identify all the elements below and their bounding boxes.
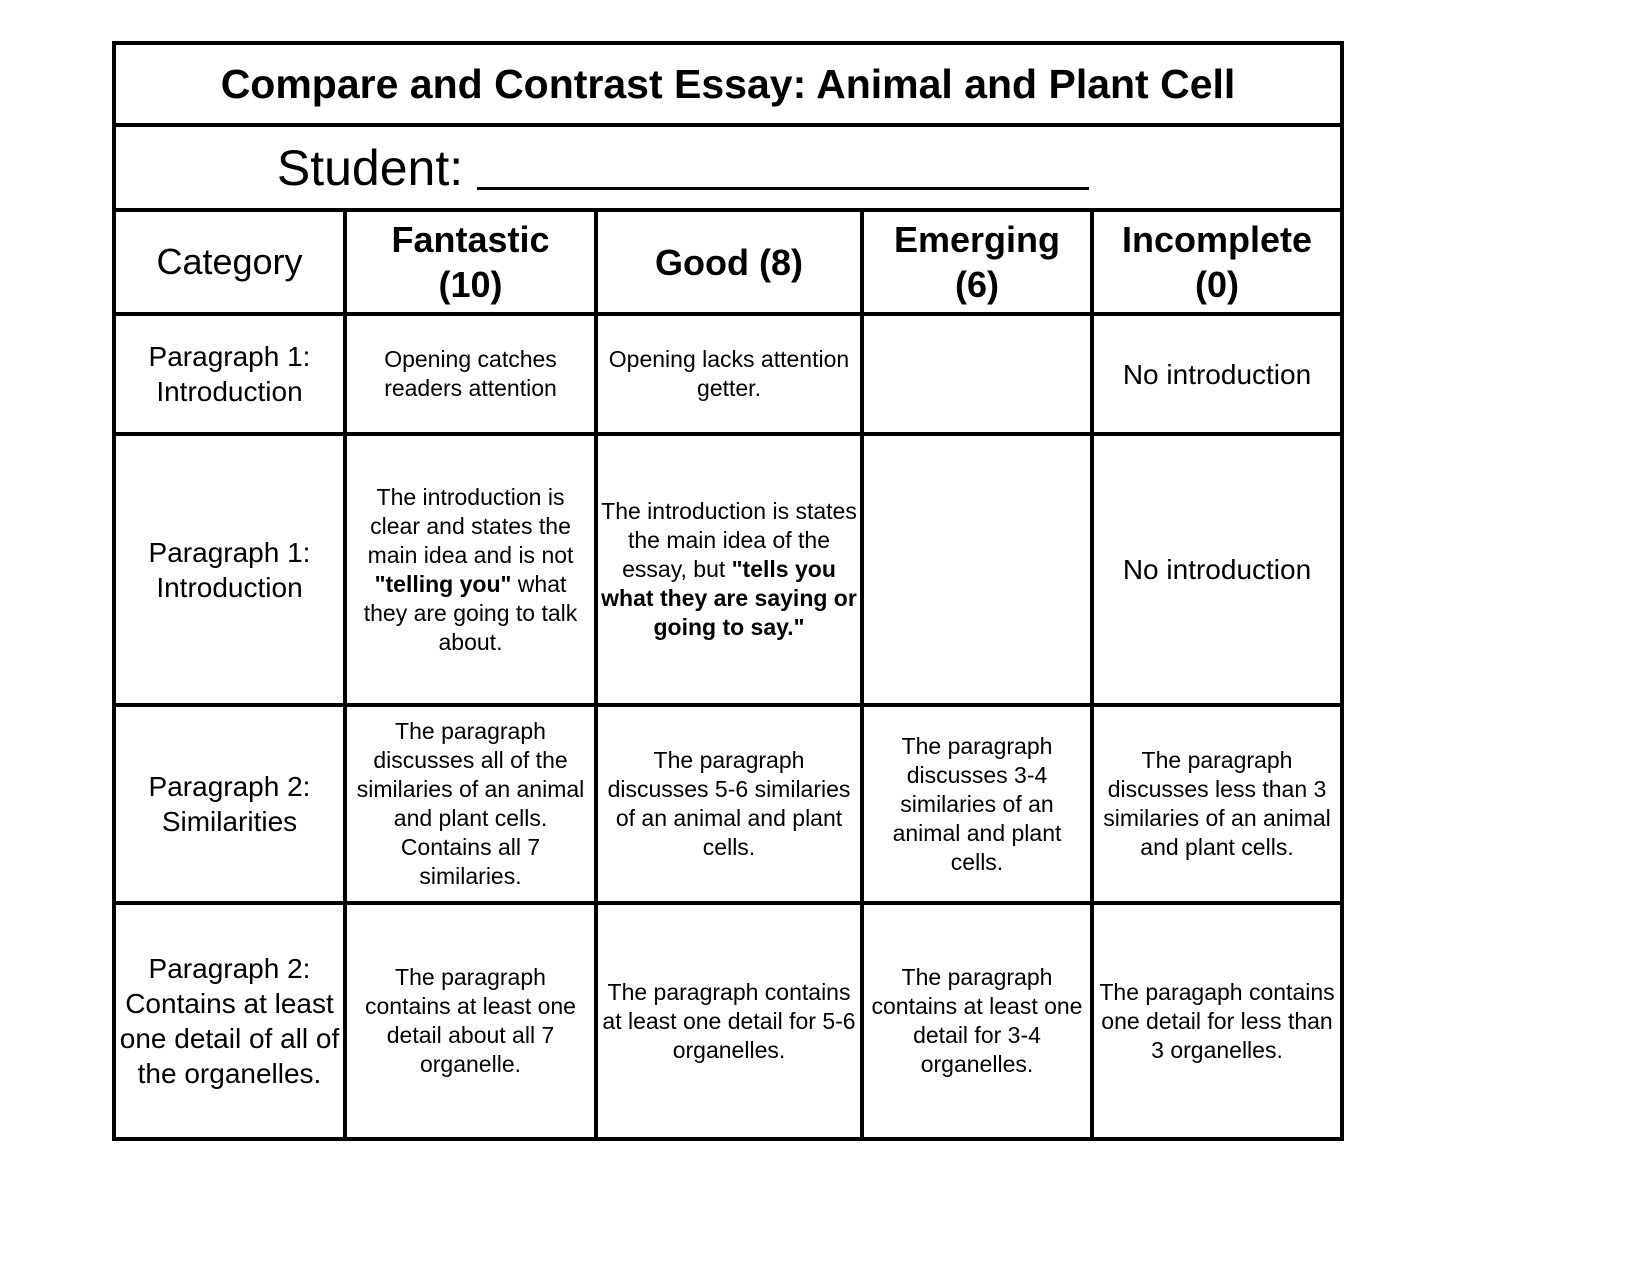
student-name-row xyxy=(116,127,1340,212)
row4-emerging: The paragraph contains at least one detail for 3-4 organelles. xyxy=(864,905,1094,1137)
row1-good: Opening lacks attention getter. xyxy=(598,316,864,436)
row2-category: Paragraph 1: Introduction xyxy=(116,436,347,707)
header-fantastic: Fantastic (10) xyxy=(347,212,598,316)
student-name-blank[interactable] xyxy=(477,145,1089,190)
row4-category: Paragraph 2: Contains at least one detail of all of the organelles. xyxy=(116,905,347,1137)
row1-emerging xyxy=(864,316,1094,436)
header-good: Good (8) xyxy=(598,212,864,316)
row4-good: The paragraph contains at least one detail for 5-6 organelles. xyxy=(598,905,864,1137)
row2-fantastic: The introduction is clear and states the main idea and is not "telling you" what they are going to talk about. xyxy=(347,436,598,707)
row1-category: Paragraph 1: Introduction xyxy=(116,316,347,436)
row3-incomplete: The paragraph discusses less than 3 similaries of an animal and plant cells. xyxy=(1094,707,1340,905)
row2-good: The introduction is states the main idea of the essay, but "tells you what they are saying or going to say." xyxy=(598,436,864,707)
row3-emerging: The paragraph discusses 3-4 similaries of an animal and plant cells. xyxy=(864,707,1094,905)
header-incomplete: Incomplete (0) xyxy=(1094,212,1340,316)
row3-category: Paragraph 2: Similarities xyxy=(116,707,347,905)
row4-incomplete: The paragaph contains one detail for less than 3 organelles. xyxy=(1099,978,1335,1063)
header-category: Category xyxy=(116,212,347,316)
row3-fantastic: The paragraph discusses all of the similaries of an animal and plant cells. Contains all 7 similaries. xyxy=(347,707,598,905)
rubric-table xyxy=(112,41,1344,1141)
rubric-title: Compare and Contrast Essay: Animal and Plant Cell xyxy=(116,45,1340,127)
student-label: Student: xyxy=(276,139,464,196)
rubric-grid xyxy=(116,212,1340,1137)
header-emerging: Emerging (6) xyxy=(864,212,1094,316)
row1-fantastic: Opening catches readers attention xyxy=(347,316,598,436)
row3-good: The paragraph discusses 5-6 similaries of an animal and plant cells. xyxy=(598,707,864,905)
row4-fantastic: The paragraph contains at least one detail about all 7 organelle. xyxy=(347,905,598,1137)
row1-incomplete: No introduction xyxy=(1094,316,1340,436)
row2-incomplete: No introduction xyxy=(1094,436,1340,707)
row2-emerging xyxy=(864,436,1094,707)
